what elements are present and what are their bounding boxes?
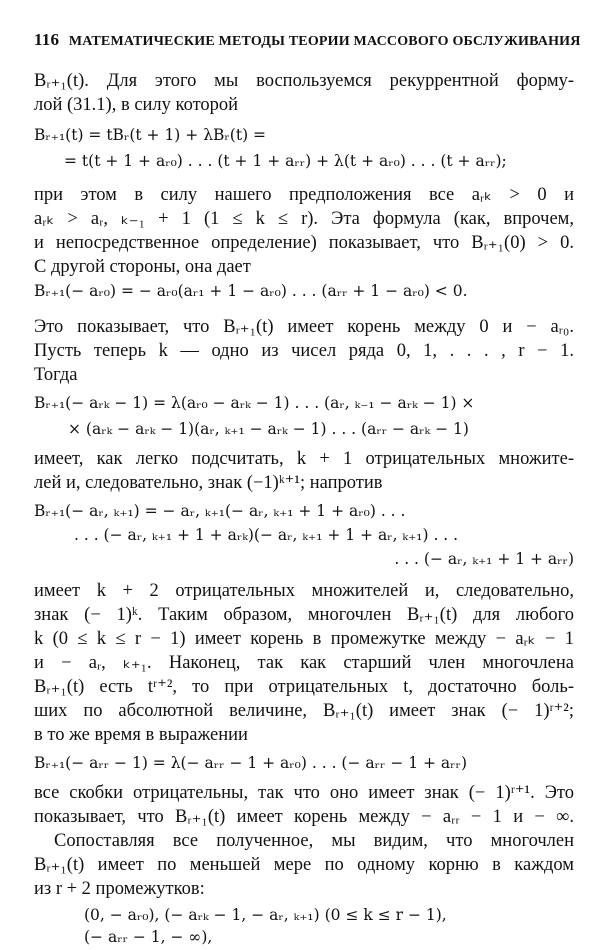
text-line: С другой стороны, она дает <box>34 257 251 277</box>
text-line: все скобки отрицательны, так что оно имеет знак (− 1)ʳ⁺¹. Это <box>34 783 574 803</box>
running-title: МАТЕМАТИЧЕСКИЕ МЕТОДЫ ТЕОРИИ МАССОВОГО ОБСЛУЖИВАНИЯ <box>68 34 581 49</box>
text-line: Пусть теперь k — одно из чисел ряда 0, 1, . . . , r − 1. <box>34 341 574 361</box>
formula-line: Bᵣ₊₁(− aᵣ₀) = − aᵣ₀(aᵣ₁ + 1 − aᵣ₀) . . . (aᵣᵣ + 1 − aᵣ₀) < 0. <box>34 282 468 300</box>
formula-line: = t(t + 1 + aᵣ₀) . . . (t + 1 + aᵣᵣ) + λ(t + aᵣ₀) . . . (t + aᵣᵣ); <box>64 152 507 170</box>
formula-line: . . . (− aᵣ, ₖ₊₁ + 1 + aᵣᵣ) <box>394 550 574 568</box>
formula-line: (− aᵣᵣ − 1, − ∞), <box>84 928 213 946</box>
formula-line: × (aᵣₖ − aᵣₖ − 1)(aᵣ, ₖ₊₁ − aᵣₖ − 1) . . . (aᵣᵣ − aᵣₖ − 1) <box>68 420 469 438</box>
text-line: Сопоставляя все полученное, мы видим, что многочлен <box>54 831 574 851</box>
text-line: из r + 2 промежутков: <box>34 879 205 899</box>
text-line: k (0 ≤ k ≤ r − 1) имеет корень в промежутке между − aᵣₖ − 1 <box>34 629 574 649</box>
text-line: и − aᵣ, ₖ₊₁. Наконец, так как старший член многочлена <box>34 653 574 673</box>
text-line: Bᵣ₊₁(t) есть tʳ⁺², то при отрицательных t, достаточно боль- <box>34 677 574 697</box>
text-line: Это показывает, что Bᵣ₊₁(t) имеет корень между 0 и − aᵣ₀. <box>34 317 574 337</box>
formula-line: Bᵣ₊₁(− aᵣ, ₖ₊₁) = − aᵣ, ₖ₊₁(− aᵣ, ₖ₊₁ + 1 + aᵣ₀) . . . <box>34 502 406 520</box>
text-line: показывает, что Bᵣ₊₁(t) имеет корень между − aᵣᵣ − 1 и − ∞. <box>34 807 574 827</box>
text-line: Тогда <box>34 365 78 385</box>
text-line: ших по абсолютной величине, Bᵣ₊₁(t) имеет знак (− 1)ʳ⁺²; <box>34 701 574 721</box>
text-line: знак (− 1)ᵏ. Таким образом, многочлен Bᵣ₊₁(t) для любого <box>34 605 574 625</box>
text-line: имеет k + 2 отрицательных множителей и, следовательно, <box>34 581 574 601</box>
page-number: 116 <box>34 30 60 49</box>
formula-line: Bᵣ₊₁(− aᵣᵣ − 1) = λ(− aᵣᵣ − 1 + aᵣ₀) . . . (− aᵣᵣ − 1 + aᵣᵣ) <box>34 754 467 772</box>
formula-line: . . . (− aᵣ, ₖ₊₁ + 1 + aᵣₖ)(− aᵣ, ₖ₊₁ + 1 + aᵣ, ₖ₊₁) . . . <box>74 526 459 544</box>
text-line: Bᵣ₊₁(t) имеет по меньшей мере по одному корню в каждом <box>34 855 574 875</box>
text-line: aᵣₖ > aᵣ, ₖ₋₁ + 1 (1 ≤ k ≤ r). Эта формула (как, впрочем, <box>34 209 574 229</box>
text-line: в то же время в выражении <box>34 725 248 745</box>
formula-line: Bᵣ₊₁(− aᵣₖ − 1) = λ(aᵣ₀ − aᵣₖ − 1) . . . (aᵣ, ₖ₋₁ − aᵣₖ − 1) × <box>34 394 475 412</box>
text-line: имеет, как легко подсчитать, k + 1 отрицательных множите- <box>34 449 574 469</box>
text-line: лей и, следовательно, знак (−1)ᵏ⁺¹; напротив <box>34 473 383 493</box>
formula-line: (0, − aᵣ₀), (− aᵣₖ − 1, − aᵣ, ₖ₊₁) (0 ≤ k ≤ r − 1), <box>84 906 447 924</box>
formula-line: Bᵣ₊₁(t) = tBᵣ(t + 1) + λBᵣ(t) = <box>34 126 267 144</box>
text-line: и непосредственное определение) показывает, что Bᵣ₊₁(0) > 0. <box>34 233 574 253</box>
text-line: при этом в силу нашего предположения все aᵣₖ > 0 и <box>34 185 574 205</box>
text-line: Bᵣ₊₁(t). Для этого мы воспользуемся рекуррентной форму- <box>34 71 574 91</box>
running-header <box>34 30 581 50</box>
text-line: лой (31.1), в силу которой <box>34 95 239 115</box>
